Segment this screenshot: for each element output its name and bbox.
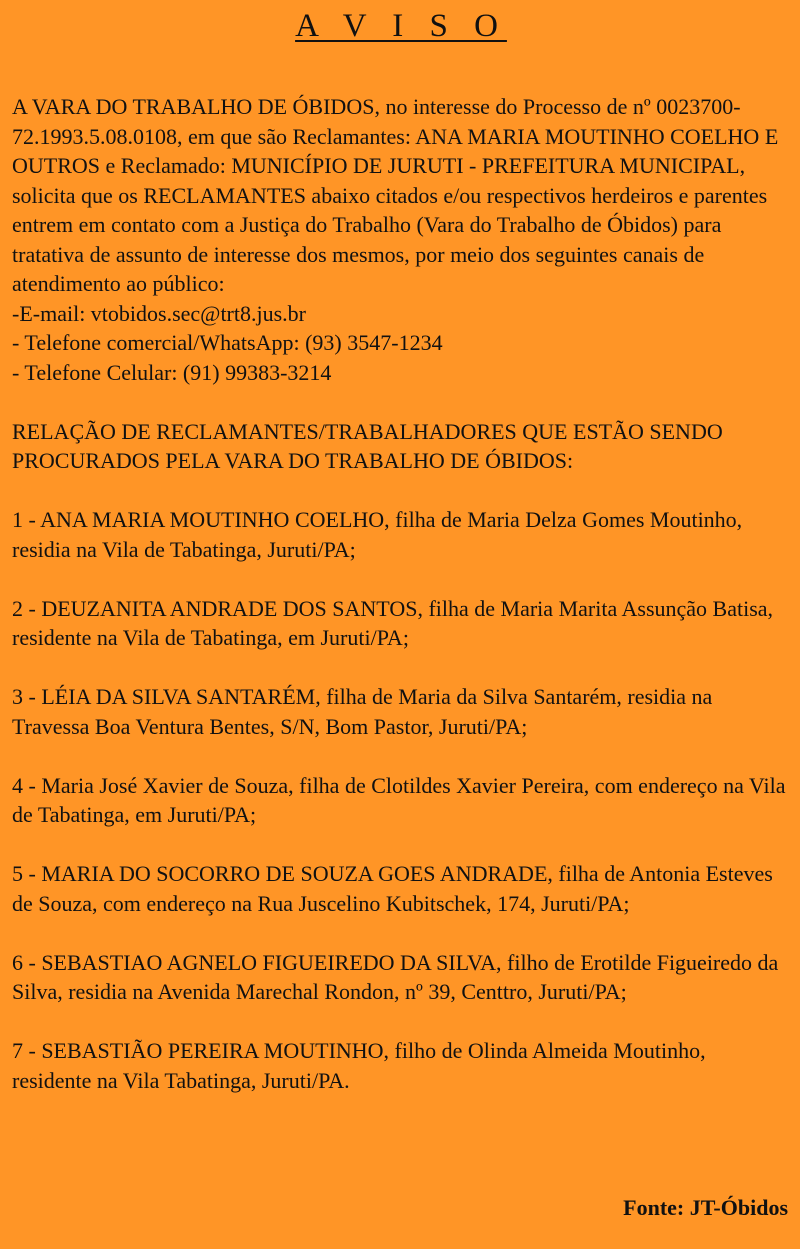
source-credit: Fonte: JT-Óbidos (623, 1195, 788, 1220)
notice-title: A V I S O (295, 8, 507, 44)
claimant-item: 6 - SEBASTIAO AGNELO FIGUEIREDO DA SILVA, filho de Erotilde Figueiredo da Silva, residia na Avenida Marechal Rondon, nº 39, Centtro, Juruti/PA; (12, 949, 779, 1004)
claimant-list (12, 505, 790, 1095)
claimant-item: 7 - SEBASTIÃO PEREIRA MOUTINHO, filho de Olinda Almeida Moutinho, residente na Vila Tabatinga, Juruti/PA. (12, 1038, 706, 1093)
claimant-item: 3 - LÉIA DA SILVA SANTARÉM, filha de Maria da Silva Santarém, residia na Travessa Boa Ventura Bentes, S/N, Bom Pastor, Juruti/PA; (12, 684, 713, 739)
claimant-item: 4 - Maria José Xavier de Souza, filha de Clotildes Xavier Pereira, com endereço na Vila de Tabatinga, em Juruti/PA; (12, 772, 786, 827)
intro-paragraph: A VARA DO TRABALHO DE ÓBIDOS, no interesse do Processo de nº 0023700-72.1993.5.08.0108, em que são Reclamantes: ANA MARIA MOUTINHO COELHO E OUTROS e Reclamado: MUNICÍPIO DE JURUTI - PREFEITURA MUNICIPAL, solicita que os RECLAMANTES abaixo citados e/ou respectivos herdeiros e parentes entrem em contato com a Justiça do Trabalho (Vara do Trabalho de Óbidos) para tratativa de assunto de interesse dos mesmos, por meio dos seguintes canais de atendimento ao público: (12, 94, 779, 296)
claimant-item: 5 - MARIA DO SOCORRO DE SOUZA GOES ANDRADE, filha de Antonia Esteves de Souza, com endereço na Rua Juscelino Kubitschek, 174, Juruti/PA; (12, 861, 773, 916)
contact-mobile-phone: - Telefone Celular: (91) 99383-3214 (12, 359, 332, 385)
contact-phone-whatsapp: - Telefone comercial/WhatsApp: (93) 3547-1234 (12, 330, 443, 355)
contact-list (12, 299, 790, 388)
contact-email: -E-mail: vtobidos.sec@trt8.jus.br (12, 300, 306, 326)
claimant-item: 1 - ANA MARIA MOUTINHO COELHO, filha de Maria Delza Gomes Moutinho, residia na Vila de Tabatinga, Juruti/PA; (12, 507, 743, 562)
claimants-heading: RELAÇÃO DE RECLAMANTES/TRABALHADORES QUE ESTÃO SENDO PROCURADOS PELA VARA DO TRABALHO DE ÓBIDOS: (12, 418, 723, 473)
claimant-item: 2 - DEUZANITA ANDRADE DOS SANTOS, filha de Maria Marita Assunção Batisa, residente na Vila de Tabatinga, em Juruti/PA; (12, 595, 774, 650)
